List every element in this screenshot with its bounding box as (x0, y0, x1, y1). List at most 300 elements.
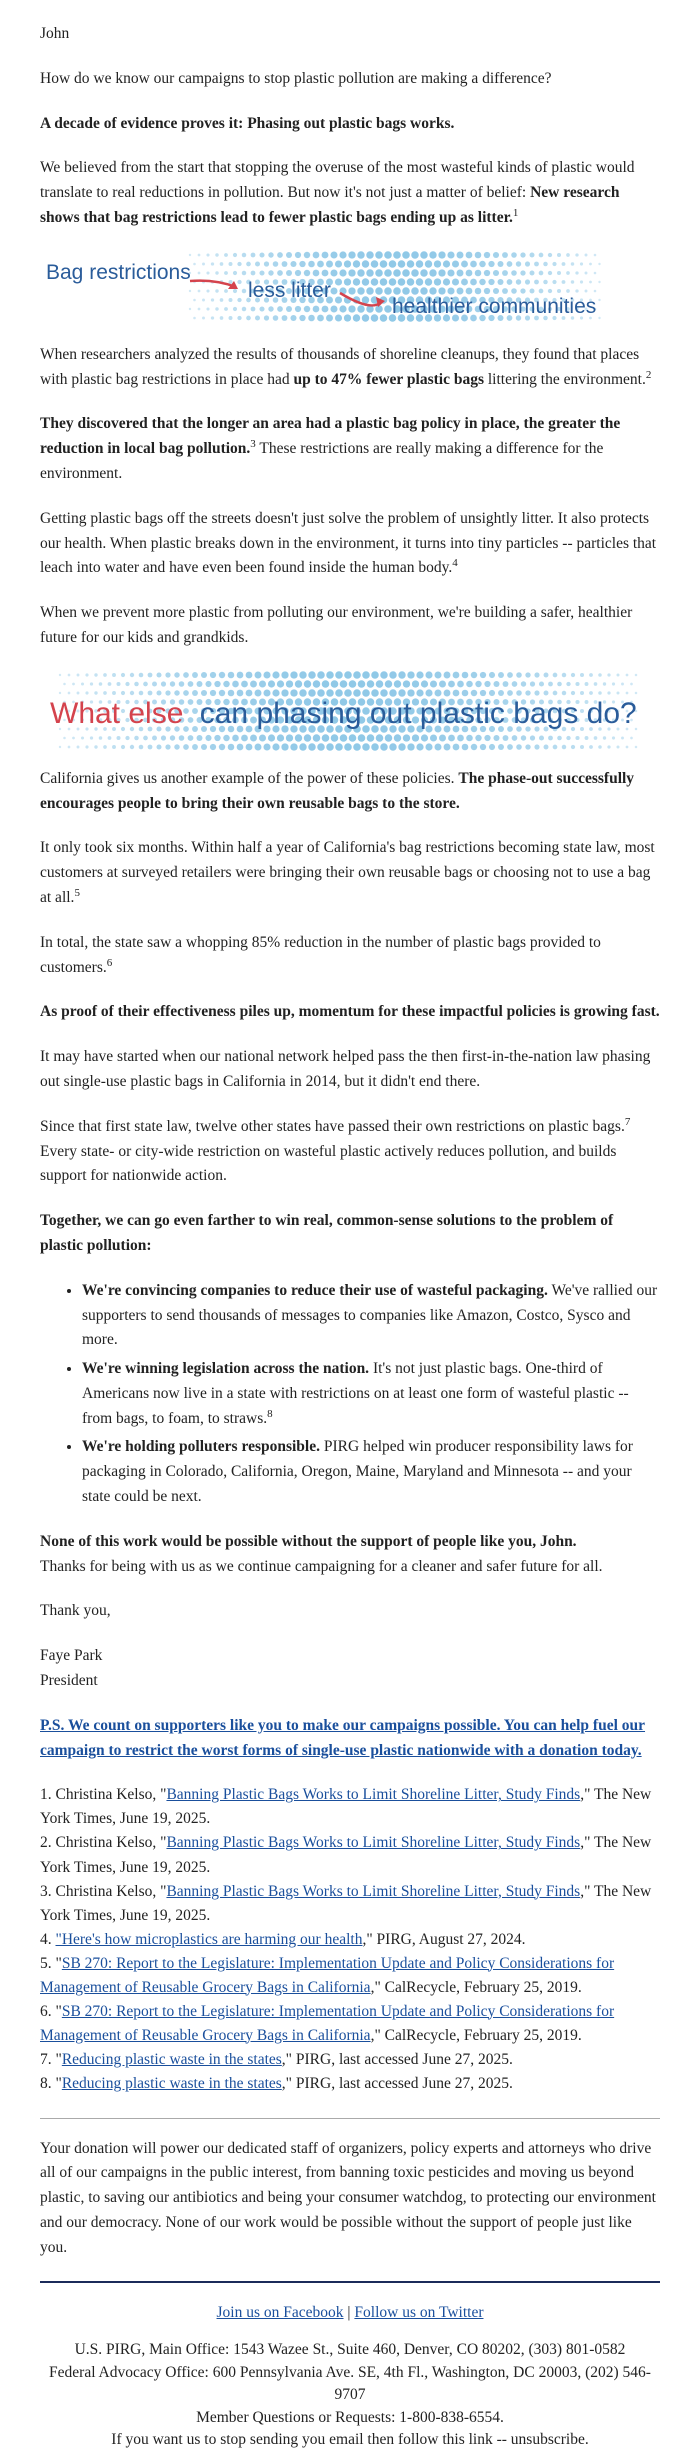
paragraph-twelve-states: Since that first state law, twelve other states have passed their own restrictions on plastic bags.$^7$ Every state- or city-wide restriction on wasteful plastic actively reduces pollution, and builds support for nationwide action. (40, 1115, 631, 1185)
member-questions: Member Questions or Requests: 1-800-838-6554. (196, 2408, 504, 2426)
halftone-dot (507, 744, 513, 750)
reference-link[interactable]: SB 270: Report to the Legislature: Implementation Update and Policy Considerations for Management of Reusable Grocery Bags in California (40, 1954, 615, 1996)
halftone-dot (202, 298, 205, 301)
halftone-dot (335, 689, 343, 697)
halftone-dot (394, 734, 401, 741)
halftone-dot (242, 307, 247, 312)
halftone-dot (174, 690, 179, 695)
reference-link[interactable]: Banning Plastic Bags Works to Limit Shoreline Litter, Study Finds (166, 1786, 581, 1804)
halftone-dot (488, 279, 494, 285)
halftone-dot (263, 689, 270, 696)
halftone-dot (193, 262, 196, 265)
halftone-dot (598, 281, 600, 283)
halftone-dot (457, 269, 464, 276)
halftone-dot (308, 260, 315, 267)
closing-paragraph: None of this work would be possible without the support of people like you, John. Thanks for being with us as we continue campaigning for a cleaner and safer future for all. (40, 1532, 603, 1575)
halftone-dot (308, 743, 316, 751)
halftone-dot (237, 316, 241, 320)
halftone-dot (562, 745, 566, 749)
halftone-dot (322, 269, 329, 276)
halftone-dot (72, 736, 75, 739)
halftone-dot (246, 671, 253, 678)
halftone-dot (603, 736, 606, 739)
halftone-dot (466, 680, 473, 687)
halftone-dot (530, 288, 535, 293)
halftone-dot (330, 287, 337, 294)
halftone-dot (575, 289, 578, 292)
halftone-dot (475, 681, 481, 687)
halftone-dot (461, 278, 468, 285)
halftone-dot (376, 680, 384, 688)
halftone-dot (420, 269, 427, 276)
halftone-dot (326, 314, 333, 321)
social-links (40, 2301, 660, 2326)
halftone-dot (189, 308, 191, 310)
halftone-dot (425, 278, 432, 285)
halftone-dot (214, 681, 220, 687)
halftone-dot (525, 744, 530, 749)
halftone-dot (421, 680, 428, 687)
ps-donation-link[interactable]: P.S. We count on supporters like you to make our campaigns possible. You can help fuel our campaign to restrict the worst forms of single-use plastic nationwide with a donation today. (40, 1716, 646, 1759)
halftone-dot (139, 672, 144, 677)
halftone-dot (553, 690, 558, 695)
halftone-dot (616, 691, 619, 694)
halftone-dot (376, 734, 384, 742)
halftone-dot (112, 745, 116, 749)
halftone-dot (534, 690, 539, 695)
paragraph-six-months: It only took six months. Within half a year of California's bag restrictions becoming state law, most customers at surveyed retailers were bringing their own reusable bags or choosing not to use a bag at all.$^5$ (40, 839, 655, 906)
halftone-dot (286, 734, 293, 741)
halftone-dot (439, 680, 446, 687)
halftone-dot (215, 253, 218, 256)
banner-what-else-heading (50, 697, 637, 730)
halftone-dot (616, 745, 619, 748)
halftone-dot (635, 673, 638, 676)
halftone-dot (223, 681, 229, 687)
halftone-dot (398, 671, 405, 678)
halftone-dot (512, 735, 518, 741)
halftone-dot (539, 252, 544, 257)
halftone-dot (268, 270, 273, 275)
halftone-dot (326, 260, 333, 267)
halftone-dot (421, 734, 428, 741)
halftone-dot (580, 691, 584, 695)
halftone-dot (362, 743, 370, 751)
halftone-dot (308, 689, 316, 697)
halftone-dot (143, 735, 148, 740)
facebook-link[interactable]: Join us on Facebook (216, 2303, 344, 2321)
paragraph-longer-policy: They discovered that the longer an area had a plastic bag policy in place, the greater the reduction in local bag pollution.$^3$ These restrictions are really making a difference for the environment. (40, 415, 621, 482)
halftone-dot (322, 305, 329, 312)
halftone-dot (183, 744, 189, 750)
halftone-dot (461, 260, 468, 267)
halftone-dot (598, 263, 600, 265)
halftone-dot (630, 682, 633, 685)
twitter-link[interactable]: Follow us on Twitter (354, 2303, 484, 2321)
halftone-dot (193, 316, 196, 319)
halftone-dot (444, 671, 451, 678)
halftone-dot (566, 736, 570, 740)
halftone-dot (366, 287, 374, 295)
halftone-dot (480, 744, 486, 750)
halftone-dot (358, 734, 366, 742)
halftone-dot (447, 251, 454, 258)
reference-link[interactable]: Reducing plastic waste in the states (61, 2050, 282, 2068)
halftone-dot (108, 736, 112, 740)
halftone-dot (444, 743, 451, 750)
halftone-dot (349, 734, 357, 742)
halftone-dot (362, 314, 369, 321)
banner-text-less-litter: less litter (248, 278, 331, 302)
halftone-dot (366, 269, 374, 277)
halftone-dot (530, 252, 535, 257)
halftone-dot (380, 671, 388, 679)
halftone-dot (165, 744, 170, 749)
halftone-dot (353, 260, 360, 267)
halftone-dot (389, 743, 396, 750)
halftone-dot (371, 671, 379, 679)
reference-item: 2. Christina Kelso, "Banning Plastic Bags Works to Limit Shoreline Litter, Study Finds," The New York Times, June 19, 2025. (40, 1834, 652, 1876)
halftone-dot (317, 260, 324, 267)
halftone-dot (304, 680, 311, 687)
reference-link[interactable]: "Here's how microplastics are harming our health (55, 1930, 363, 1948)
halftone-dot (475, 269, 482, 276)
halftone-dot (116, 682, 120, 686)
halftone-dot (77, 745, 80, 748)
halftone-dot (290, 743, 297, 750)
halftone-dot (268, 734, 275, 741)
halftone-dot (580, 262, 583, 265)
halftone-dot (402, 251, 410, 259)
halftone-dot (264, 261, 269, 266)
signer-title: President (40, 1672, 98, 1690)
halftone-dot (407, 743, 414, 750)
halftone-dot (548, 735, 553, 740)
halftone-dot (585, 289, 588, 292)
halftone-dot (367, 680, 375, 688)
halftone-dot (626, 745, 629, 748)
halftone-dot (484, 681, 490, 687)
halftone-dot (125, 736, 129, 740)
halftone-dot (462, 743, 469, 750)
halftone-dot (484, 288, 490, 294)
halftone-dot (621, 736, 624, 739)
halftone-dot (607, 691, 610, 694)
social-separator: | (343, 2303, 355, 2321)
halftone-dot (552, 280, 556, 284)
halftone-dot (277, 270, 283, 276)
halftone-dot (304, 252, 310, 258)
halftone-dot (224, 253, 228, 257)
halftone-dot (201, 690, 207, 696)
greeting: John (40, 25, 70, 42)
halftone-dot (281, 689, 288, 696)
halftone-dot (317, 314, 324, 321)
halftone-dot (630, 736, 633, 739)
halftone-dot (353, 314, 360, 321)
halftone-dot (224, 289, 228, 293)
banner-red-text: What else (50, 696, 184, 730)
halftone-dot (183, 690, 189, 696)
halftone-dot (353, 278, 360, 285)
halftone-dot (277, 680, 284, 687)
reference-link[interactable]: SB 270: Report to the Legislature: Implementation Update and Policy Considerations for Management of Reusable Grocery Bags in California (40, 2002, 615, 2044)
halftone-dot (304, 734, 311, 741)
halftone-dot (232, 680, 239, 687)
halftone-dot (335, 296, 342, 303)
halftone-dot (259, 252, 264, 257)
halftone-dot (344, 260, 351, 267)
halftone-dot (255, 315, 260, 320)
halftone-dot (219, 672, 225, 678)
halftone-dot (571, 673, 575, 677)
halftone-dot (201, 744, 207, 750)
halftone-dot (229, 298, 233, 302)
halftone-dot (148, 690, 153, 695)
halftone-dot (179, 681, 185, 687)
halftone-dot (484, 735, 490, 741)
halftone-dot (348, 287, 355, 294)
halftone-dot (335, 278, 342, 285)
halftone-dot (380, 743, 388, 751)
halftone-dot (466, 287, 473, 294)
footer-divider (40, 2281, 660, 2283)
halftone-dot (384, 269, 392, 277)
halftone-dot (202, 316, 205, 319)
halftone-dot (134, 682, 139, 687)
halftone-dot (210, 744, 216, 750)
halftone-dot (295, 270, 301, 276)
halftone-dot (548, 289, 552, 293)
halftone-dot (443, 278, 450, 285)
halftone-dot (281, 743, 288, 750)
halftone-dot (189, 290, 191, 292)
halftone-dot (430, 680, 437, 687)
halftone-dot (121, 691, 125, 695)
halftone-dot (59, 746, 61, 748)
unsubscribe-text[interactable]: If you want us to stop sending you email then follow this link -- unsubscribe. (111, 2431, 589, 2449)
halftone-dot (407, 671, 414, 678)
halftone-dot (580, 673, 584, 677)
halftone-dot (273, 261, 279, 267)
halftone-dot (246, 261, 251, 266)
halftone-dot (85, 691, 88, 694)
halftone-dot (188, 735, 194, 741)
halftone-dot (335, 260, 342, 267)
halftone-dot (425, 743, 432, 750)
halftone-dot (594, 253, 597, 256)
halftone-dot (340, 680, 348, 688)
halftone-dot (103, 673, 107, 677)
halftone-dot (198, 253, 201, 256)
halftone-dot (130, 691, 134, 695)
halftone-dot (170, 735, 175, 740)
reference-item: 1. Christina Kelso, "Banning Plastic Bags Works to Limit Shoreline Litter, Study Finds," The New York Times, June 19, 2025. (40, 1786, 652, 1828)
halftone-dot (562, 673, 566, 677)
halftone-dot (438, 251, 445, 258)
halftone-dot (407, 260, 415, 268)
halftone-dot (539, 288, 544, 293)
halftone-dot (562, 691, 566, 695)
halftone-dot (174, 672, 179, 677)
halftone-dot (511, 270, 517, 276)
halftone-dot (525, 690, 530, 695)
halftone-dot (156, 744, 161, 749)
banner-blue-text: can phasing out plastic bags do? (199, 696, 637, 730)
halftone-dot (420, 287, 427, 294)
halftone-dot (521, 681, 526, 686)
halftone-dot (353, 671, 361, 679)
halftone-dot (502, 252, 508, 258)
list-item: • We're holding polluters responsible. PIRG helped win producer responsibility laws for packaging in Colorado, California, Oregon, Maine, Maryland and Minnesota -- and your state could be next. (82, 1435, 660, 1509)
halftone-dot (507, 672, 513, 678)
halftone-dot (371, 689, 379, 697)
halftone-dot (534, 672, 539, 677)
halftone-dot (402, 287, 410, 295)
halftone-dot (161, 681, 166, 686)
halftone-dot (237, 262, 241, 266)
halftone-dot (290, 261, 296, 267)
halftone-dot (594, 682, 598, 686)
halftone-dot (575, 682, 579, 686)
halftone-dot (197, 735, 203, 741)
halftone-dot (357, 269, 364, 276)
halftone-dot (198, 289, 201, 292)
halftone-dot (471, 690, 477, 696)
halftone-dot (525, 261, 530, 266)
halftone-dot (210, 672, 216, 678)
halftone-dot (566, 253, 570, 257)
signer-name: Faye Park (40, 1647, 103, 1665)
halftone-dot (206, 253, 209, 256)
halftone-dot (85, 745, 88, 748)
halftone-dot (439, 734, 446, 741)
halftone-dot (575, 253, 578, 256)
reference-link[interactable]: Banning Plastic Bags Works to Limit Shoreline Litter, Study Finds (166, 1882, 581, 1900)
halftone-dot (489, 744, 495, 750)
halftone-dot (77, 673, 80, 676)
halftone-dot (290, 315, 296, 321)
halftone-dot (281, 671, 288, 678)
halftone-dot (580, 280, 583, 283)
halftone-dot (68, 673, 71, 676)
reference-item: 5. "SB 270: Report to the Legislature: Implementation Update and Policy Considerations for Management of Reusable Grocery Bags in California," CalRecycle, February 25, 2019. (40, 1954, 615, 1996)
halftone-dot (228, 743, 235, 750)
halftone-dot (277, 252, 283, 258)
halftone-dot (498, 690, 504, 696)
halftone-dot (268, 252, 273, 257)
donation-note: Your donation will power our dedicated staff of organizers, policy experts and attorneys who drive all of our campaigns in the public interest, from banning toxic pesticides and moving us beyond plastic, to saving our antibiotics and being your consumer watchdog, to protecting our environment and our democracy. None of our work would be possible without the support of people just like you. (40, 2139, 656, 2256)
halftone-dot (259, 680, 266, 687)
halftone-dot (548, 681, 553, 686)
halftone-dot (268, 306, 273, 311)
halftone-dot (585, 736, 589, 740)
halftone-dot (571, 280, 574, 283)
halftone-dot (447, 287, 454, 294)
halftone-dot (502, 270, 508, 276)
halftone-dot (322, 680, 330, 688)
halftone-dot (626, 673, 629, 676)
halftone-dot (193, 298, 196, 301)
halftone-dot (452, 260, 459, 267)
halftone-dot (251, 252, 256, 257)
halftone-dot (389, 260, 397, 268)
halftone-dot (237, 671, 244, 678)
halftone-dot (380, 260, 388, 268)
halftone-dot (224, 271, 228, 275)
halftone-dot (335, 671, 343, 679)
halftone-dot (438, 287, 445, 294)
paragraph-future: When we prevent more plastic from polluting our environment, we're building a safer, healthier future for our kids and grandkids. (40, 604, 633, 646)
halftone-dot (520, 288, 525, 293)
halftone-dot (457, 251, 464, 258)
halftone-dot (201, 672, 207, 678)
halftone-dot (214, 735, 220, 741)
list-item: • We're convincing companies to reduce their use of wasteful packaging. We've rallied our supporters to send thousands of messages to companies like Amazon, Costco, Sysco and more. (82, 1279, 660, 1353)
halftone-dot (544, 672, 549, 677)
halftone-dot (255, 261, 260, 266)
halftone-dot (317, 671, 325, 679)
halftone-dot (484, 252, 490, 258)
halftone-dot (233, 271, 237, 275)
halftone-dot (585, 271, 588, 274)
halftone-dot (232, 734, 239, 741)
reference-link[interactable]: Banning Plastic Bags Works to Limit Shoreline Litter, Study Finds (166, 1834, 581, 1852)
halftone-dot (192, 672, 198, 678)
halftone-dot (251, 306, 256, 311)
halftone-dot (326, 671, 334, 679)
halftone-dot (229, 262, 233, 266)
halftone-dot (90, 736, 93, 739)
halftone-dot (259, 734, 266, 741)
halftone-dot (380, 689, 388, 697)
halftone-dot (416, 689, 423, 696)
halftone-dot (557, 681, 562, 686)
intro-paragraph: How do we know our campaigns to stop plastic pollution are making a difference? (40, 69, 552, 87)
halftone-dot (263, 743, 270, 750)
halftone-dot (566, 271, 570, 275)
halftone-dot (198, 271, 201, 274)
halftone-dot (425, 689, 432, 696)
halftone-dot (375, 269, 383, 277)
halftone-dot (398, 278, 406, 286)
halftone-dot (453, 671, 460, 678)
halftone-dot (425, 260, 432, 267)
halftone-dot (335, 314, 342, 321)
halftone-dot (357, 305, 364, 312)
halftone-dot (411, 251, 419, 259)
halftone-dot (112, 673, 116, 677)
reference-link[interactable]: Reducing plastic waste in the states (61, 2074, 282, 2092)
halftone-dot (534, 744, 539, 749)
halftone-dot (179, 735, 185, 741)
halftone-dot (434, 689, 441, 696)
halftone-dot (530, 735, 535, 740)
halftone-dot (125, 682, 129, 686)
halftone-dot (598, 745, 602, 749)
halftone-dot (375, 305, 383, 313)
halftone-dot (434, 743, 441, 750)
halftone-dot (385, 734, 392, 741)
halftone-dot (484, 270, 490, 276)
halftone-dot (480, 690, 486, 696)
halftone-dot (516, 261, 521, 266)
halftone-dot (612, 736, 615, 739)
halftone-dot (462, 689, 469, 696)
halftone-dot (466, 251, 473, 258)
halftone-dot (139, 690, 144, 695)
halftone-dot (229, 316, 233, 320)
